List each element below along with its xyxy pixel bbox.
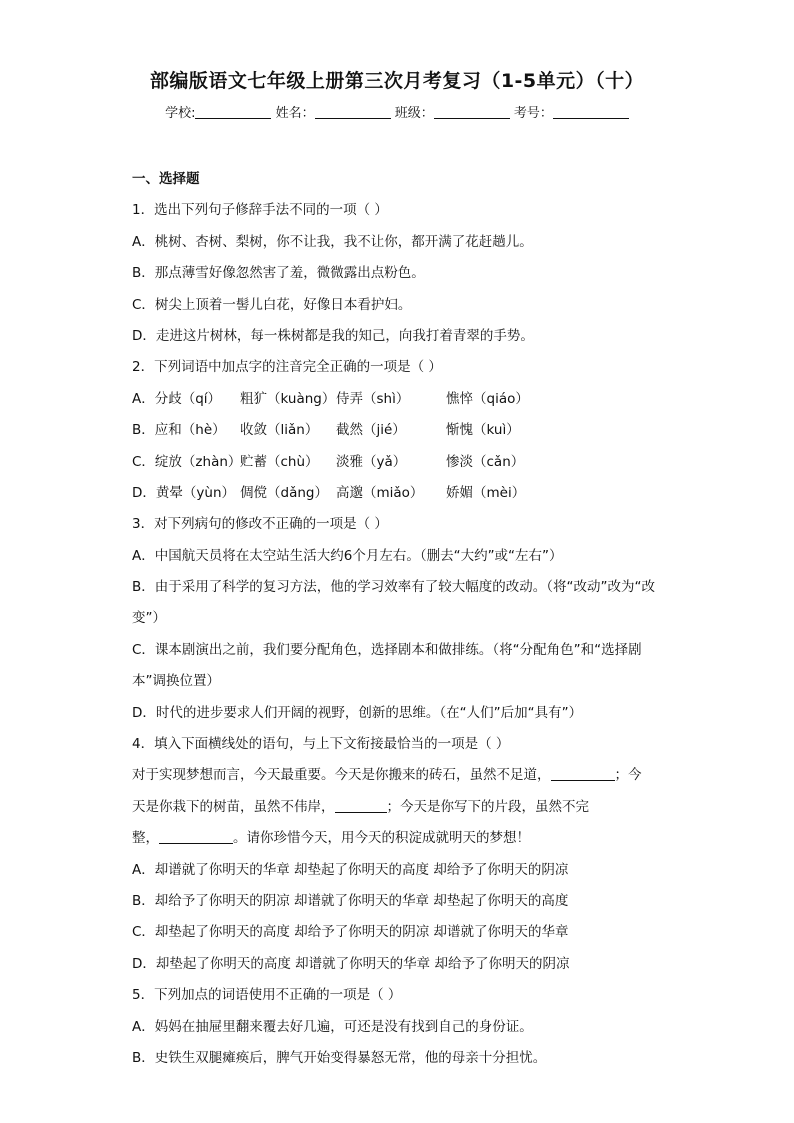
passage-text: ；今天是你写下的片段，虽然不完 (386, 798, 589, 815)
option-term: 高邈（miǎo） (336, 484, 424, 501)
question-4-option-a: A．却谱就了你明天的华章 却垫起了你明天的高度 却给予了你明天的阴凉 (132, 861, 569, 878)
page-title: 部编版语文七年级上册第三次月考复习（1-5单元）（十） (149, 70, 645, 92)
question-1-option-d: D．走进这片树林，每一株树都是我的知己，向我打着青翠的手势。 (132, 327, 534, 344)
question-4-passage-line3 (132, 823, 672, 854)
question-3-option-a: A．中国航天员将在太空站生活大约6个月左右。（删去“大约”或“左右”） (132, 547, 563, 564)
passage-text: 整， (132, 830, 159, 847)
question-2-option-d (132, 478, 672, 509)
name-blank[interactable] (315, 104, 391, 119)
class-label: 班级： (394, 106, 434, 121)
question-4-stem: 4．填入下面横线处的语句，与上下文衔接最恰当的一项是（ ） (132, 736, 510, 753)
question-4-passage-line1 (132, 760, 672, 791)
question-2-stem: 2．下列词语中加点字的注音完全正确的一项是（ ） (132, 359, 442, 376)
option-term: 贮蓄（chù） (240, 453, 319, 470)
option-term: 截然（jié） (336, 422, 406, 439)
question-1-option-c: C．树尖上顶着一髻儿白花，好像日本看护妇。 (132, 296, 412, 313)
option-term: 粗犷（kuàng） (240, 390, 336, 407)
question-content (132, 164, 672, 1074)
fill-blank-1[interactable] (551, 766, 615, 781)
option-term: 淡雅（yǎ） (336, 453, 407, 470)
passage-text: ；今 (614, 767, 642, 784)
option-term: C．绽放（zhàn） (132, 453, 242, 470)
option-term: 憔悴（qiáo） (446, 390, 529, 407)
option-term: 侍弄（shì） (336, 390, 410, 407)
option-term: 收敛（liǎn） (240, 422, 319, 439)
question-1-option-a: A．桃树、杏树、梨树，你不让我，我不让你，都开满了花赶趟儿。 (132, 233, 533, 250)
question-4-option-d: D．却垫起了你明天的高度 却谱就了你明天的华章 却给予了你明天的阴凉 (132, 955, 570, 972)
question-5-stem: 5．下列加点的词语使用不正确的一项是（ ） (132, 987, 402, 1004)
exam-no-label: 考号： (513, 106, 553, 121)
passage-text: 。请你珍惜今天，用今天的积淀成就明天的梦想！ (233, 830, 530, 847)
question-2-option-a (132, 384, 672, 415)
school-label: 学校: (165, 106, 196, 121)
student-info-line (0, 102, 794, 121)
exam-no-blank[interactable] (553, 104, 629, 119)
option-term: D．黄晕（yùn） (132, 484, 235, 501)
question-3-option-c-line1: C．课本剧演出之前，我们要分配角色，选择剧本和做排练。（将“分配角色”和“选择剧 (132, 641, 642, 658)
option-term: 惭愧（kuì） (446, 422, 520, 439)
question-4-passage-line2 (132, 792, 672, 823)
question-2-option-c (132, 447, 672, 478)
question-5-option-b: B．史铁生双腿瘫痪后，脾气开始变得暴怒无常，他的母亲十分担忧。 (132, 1049, 547, 1066)
passage-text: 对于实现梦想而言，今天最重要。今天是你搬来的砖石，虽然不足道， (132, 767, 551, 784)
question-5-option-a: A．妈妈在抽屉里翻来覆去好几遍，可还是没有找到自己的身份证。 (132, 1018, 533, 1035)
question-3-option-b-line2: 变”） (132, 610, 166, 627)
question-3-option-c-line2: 本”调换位置） (132, 673, 220, 690)
question-1-stem: 1．选出下列句子修辞手法不同的一项（ ） (132, 202, 388, 219)
question-3-stem: 3．对下列病句的修改不正确的一项是（ ） (132, 516, 388, 533)
question-2-option-b (132, 415, 672, 446)
option-term: 惨淡（cǎn） (446, 453, 525, 470)
name-label: 姓名： (275, 106, 315, 121)
fill-blank-2[interactable] (335, 798, 387, 813)
option-term: 倜傥（dǎng） (240, 484, 328, 501)
question-1-option-b: B．那点薄雪好像忽然害了羞，微微露出点粉色。 (132, 265, 425, 282)
section-heading: 一、选择题 (132, 171, 200, 187)
question-4-option-b: B．却给予了你明天的阴凉 却谱就了你明天的华章 却垫起了你明天的高度 (132, 892, 569, 909)
fill-blank-3[interactable] (159, 829, 233, 844)
question-4-option-c: C．却垫起了你明天的高度 却给予了你明天的阴凉 却谱就了你明天的华章 (132, 924, 569, 941)
option-term: 娇媚（mèi） (446, 484, 526, 501)
question-3-option-d: D．时代的进步要求人们开阔的视野，创新的思维。（在“人们”后加“具有”） (132, 704, 583, 721)
school-blank[interactable] (195, 104, 271, 119)
passage-text: 天是你栽下的树苗，虽然不伟岸， (132, 798, 335, 815)
question-3-option-b-line1: B．由于采用了科学的复习方法，他的学习效率有了较大幅度的改动。（将“改动”改为“改 (132, 579, 655, 596)
option-term: B．应和（hè） (132, 422, 226, 439)
option-term: A．分歧（qí） (132, 390, 222, 407)
class-blank[interactable] (434, 104, 510, 119)
